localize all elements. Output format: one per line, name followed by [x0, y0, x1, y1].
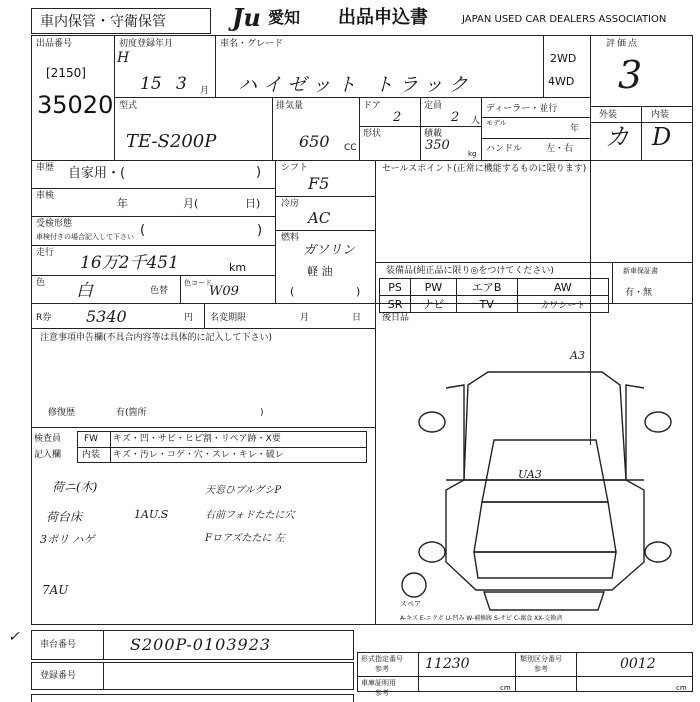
- interior-label: 内装: [651, 110, 670, 120]
- drive-4wd: 4WD: [548, 75, 575, 88]
- shape-label: 形状: [363, 129, 382, 139]
- rating-value: 3: [618, 53, 643, 97]
- receive-note: 車検付きの場合記入して下さい: [36, 233, 134, 241]
- inspection-day: 日): [245, 197, 261, 210]
- r-ticket-value: 5340: [86, 307, 127, 326]
- ju-logo: Ju: [232, 3, 261, 32]
- spare-label: スペア: [400, 600, 421, 608]
- displacement-label: 排気量: [276, 101, 304, 111]
- lot-label: 出品番号: [36, 39, 73, 49]
- doors-label: ドア: [363, 101, 381, 111]
- history-label: 車歴: [36, 163, 55, 173]
- association-name: JAPAN USED CAR DEALERS ASSOCIATION: [462, 14, 667, 25]
- note-line-1: 荷ニ(木): [52, 480, 98, 494]
- category-ref: 参考: [534, 665, 548, 673]
- certificate-label: 車庫証明用: [361, 679, 396, 687]
- equipment-airbag: エアB: [456, 279, 517, 296]
- equipment-label: 装備品(純正品に限り◎をつけてください): [386, 266, 554, 276]
- extra-row: [31, 694, 354, 702]
- notes-label: 注意事項申告欄(不具合内容等は具体的に記入して下さい): [40, 333, 273, 343]
- warranty-options: 有・無: [625, 288, 653, 298]
- color-code-value: W09: [209, 284, 239, 299]
- capacity-unit: 人: [471, 116, 481, 126]
- wheel-rear-left: [419, 412, 445, 432]
- form-title: 出品申込書: [338, 7, 428, 28]
- fuel-other-close: ): [356, 285, 361, 298]
- load-label: 積載: [424, 129, 443, 139]
- history-value: 自家用・(: [68, 166, 126, 181]
- car-name-value: ハイゼット トラック: [238, 74, 474, 96]
- cooler-value: AC: [308, 209, 331, 227]
- mileage-value: 16万2千451: [80, 253, 179, 273]
- note-right-1: 天窓ひブルグシP: [205, 485, 282, 496]
- car-cab-outline: [446, 480, 644, 590]
- registration-year: 15: [140, 74, 162, 94]
- lot-number: 35020: [37, 91, 114, 119]
- damage-legend: A-キズ E-エクボ U-凹み W-補修跡 S-サビ C-腐食 XX-交換済: [400, 615, 563, 622]
- equipment-pw: PW: [411, 279, 457, 296]
- displacement-value: 650: [299, 132, 330, 151]
- mileage-label: 走行: [36, 248, 55, 258]
- handle-options: 左・右: [546, 144, 574, 154]
- inspection-year: 年: [117, 197, 128, 210]
- inspector-row1-head: FW: [84, 434, 99, 444]
- fuel-gasoline: ガソリン: [303, 243, 356, 258]
- cert-unit-cm2: cm: [676, 684, 687, 692]
- load-value: 350: [425, 138, 450, 153]
- car-windshield: [474, 502, 616, 552]
- chassis-value: S200P-0103923: [130, 635, 272, 654]
- note-line-3: 3ポリ ハゲ: [40, 533, 95, 546]
- rear-items-label: 後日品: [382, 313, 410, 323]
- exterior-grade: カ: [605, 123, 629, 151]
- model-no-value: 11230: [425, 656, 470, 672]
- color-label: 色: [36, 278, 46, 288]
- car-body-sides: [446, 385, 644, 480]
- car-bed-outline: [464, 372, 626, 480]
- inspector-row2-head: 内装: [82, 450, 101, 460]
- lot-bracket-number: [2150]: [46, 66, 86, 80]
- inspection-label: 車検: [36, 191, 55, 201]
- diagram-roof-mark: UA3: [518, 468, 542, 481]
- shift-label: シフト: [281, 163, 309, 173]
- rating-label: 評価点: [606, 39, 640, 49]
- inspector-label-1: 検査員: [34, 434, 62, 444]
- certificate-ref: 参考: [375, 689, 389, 697]
- car-roof-panel: [482, 440, 608, 502]
- fuel-other-open: (: [290, 285, 295, 298]
- model-year-unit: 年: [570, 124, 580, 134]
- note-right-3: Fロアズたたに 左: [205, 533, 285, 544]
- category-label: 類別区分番号: [520, 655, 562, 663]
- equipment-navi: ナビ: [411, 296, 457, 313]
- equipment-table: [379, 278, 609, 313]
- equipment-ps: PS: [380, 279, 411, 296]
- deadline-label: 名変期限: [210, 313, 247, 323]
- car-front-bumper: [484, 592, 604, 610]
- inspector-row2-items: キズ・汚レ・コゲ・穴・スレ・キレ・破レ: [113, 450, 284, 460]
- capacity-label: 定員: [424, 101, 443, 111]
- mileage-unit: km: [229, 261, 247, 274]
- model-value: TE-S200P: [126, 131, 217, 152]
- inspector-label-2: 記入欄: [34, 450, 62, 460]
- equipment-tv: TV: [456, 296, 517, 313]
- note-line-2: 荷台床: [46, 510, 83, 524]
- registration-label: 初度登録年月: [119, 39, 174, 49]
- repair-label: 修復歴: [48, 408, 76, 418]
- warranty-label: 新車保証書: [623, 267, 658, 275]
- chassis-label: 車台番号: [40, 640, 77, 650]
- shift-value: F5: [308, 174, 330, 193]
- equipment-aw: AW: [517, 279, 608, 296]
- model-no-label: 形式指定番号: [361, 655, 403, 663]
- wheel-front-right: [645, 542, 671, 562]
- color-change-label: 色替: [150, 286, 169, 296]
- wheel-front-left: [419, 542, 445, 562]
- category-value: 0012: [620, 656, 656, 672]
- plate-box: [31, 662, 354, 690]
- repair-close: ): [260, 408, 264, 418]
- model-no-ref: 参考: [375, 665, 389, 673]
- equipment-leather-seat: カワシート: [517, 296, 608, 313]
- receive-open: (: [140, 223, 146, 238]
- dealer-label: ディーラー・並行: [486, 104, 558, 114]
- displacement-unit: CC: [344, 143, 357, 153]
- receive-label: 受検形態: [36, 219, 73, 229]
- drive-2wd: 2WD: [550, 52, 577, 65]
- history-close: ): [256, 165, 262, 180]
- registration-era: H: [117, 50, 130, 66]
- storage-box: [31, 8, 211, 34]
- inspection-month: 月(: [183, 197, 199, 210]
- equipment-sr: SR: [380, 296, 411, 313]
- load-unit: kg: [468, 150, 477, 158]
- r-ticket-unit: 円: [184, 313, 194, 323]
- deadline-month: 月: [300, 313, 310, 323]
- repair-value: 有(箇所: [116, 408, 147, 418]
- model-label: 型式: [119, 101, 138, 111]
- interior-grade: D: [652, 123, 672, 151]
- storage-label: 車内保管・守衛保管: [40, 14, 166, 30]
- plate-label: 登録番号: [40, 671, 77, 681]
- r-ticket-label: R券: [36, 313, 52, 323]
- registration-month: 3: [176, 74, 187, 94]
- capacity-value: 2: [451, 110, 460, 125]
- car-front-panel: [474, 552, 616, 578]
- doors-value: 2: [393, 110, 402, 125]
- note-right-2: 右前フォドたたに穴: [205, 510, 295, 521]
- inspector-row1-items: キズ・凹・サビ・ヒビ割・リペア跡・X要: [113, 434, 281, 444]
- cert-unit-cm: cm: [500, 684, 511, 692]
- model-year-label: モデル: [486, 119, 507, 127]
- sales-point-label: セールスポイント(正常に機能するものに限ります): [382, 164, 587, 174]
- receive-close: ): [257, 223, 263, 238]
- spare-wheel-icon: [402, 573, 426, 597]
- org-name: 愛知: [268, 8, 301, 27]
- exterior-label: 外装: [599, 110, 618, 120]
- check-mark: ✓: [8, 629, 20, 645]
- cooler-label: 冷房: [281, 199, 300, 209]
- color-code-label: 色コード: [184, 279, 212, 287]
- color-value: 白: [76, 281, 93, 301]
- wheel-rear-right: [645, 412, 671, 432]
- handle-label: ハンドル: [486, 144, 523, 154]
- fuel-diesel: 軽 油: [307, 265, 333, 278]
- month-unit: 月: [200, 86, 210, 96]
- deadline-day: 日: [352, 313, 362, 323]
- fuel-label: 燃料: [281, 233, 300, 243]
- note-line-2b: 1AU.S: [134, 508, 169, 521]
- diagram-top-mark: A3: [570, 349, 585, 362]
- car-name-label: 車名・グレード: [220, 39, 284, 49]
- note-line-4: 7AU: [42, 583, 69, 597]
